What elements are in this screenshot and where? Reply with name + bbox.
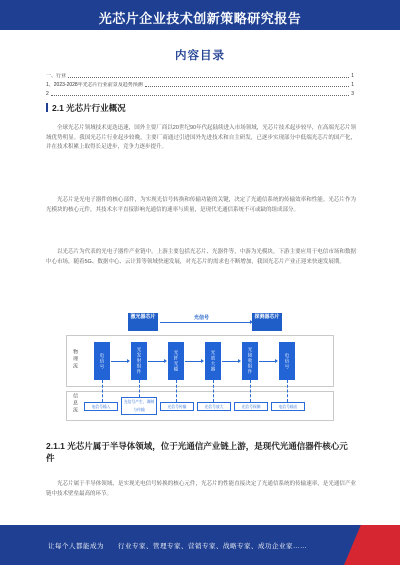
flow-stage: 光发射组件 xyxy=(131,342,147,380)
heading-accent xyxy=(46,103,48,112)
detector-chip-box: 探测器芯片 xyxy=(252,313,282,331)
flow-connector xyxy=(176,380,177,402)
section-heading: 2.1 光芯片行业概况 xyxy=(46,102,126,114)
flow-stage: 电信号 xyxy=(279,342,295,380)
info-step: 光信号探测 xyxy=(234,402,268,411)
light-signal-label: 光信号 xyxy=(194,315,210,321)
toc-item[interactable] xyxy=(46,82,354,89)
flow-connector xyxy=(213,380,214,402)
flow-arrow xyxy=(222,361,238,362)
flow-arrow xyxy=(259,361,275,362)
info-step: 电信号输入 xyxy=(84,402,118,411)
laser-chip-box: 激光器芯片 xyxy=(128,313,158,331)
flow-arrow xyxy=(111,361,127,362)
toc-item-label: 一、行业 xyxy=(46,73,67,79)
flow-stage: 电信号 xyxy=(94,342,110,380)
flow-stage: 光纤光缆 xyxy=(168,342,184,380)
flow-arrow xyxy=(185,361,201,362)
toc-leader xyxy=(68,73,349,78)
toc-leader xyxy=(145,82,350,87)
info-step: 光信号放大 xyxy=(197,402,231,411)
flow-stage: 光放大器 xyxy=(205,342,221,380)
toc-item-page: 1 xyxy=(351,82,354,88)
info-step: 电信号输出 xyxy=(271,402,305,411)
flow-arrow xyxy=(148,361,164,362)
toc-item-page: 3 xyxy=(351,91,354,97)
toc-title: 内容目录 xyxy=(175,50,225,62)
paragraph: 光芯片属于半导体领域，是实现光电信号转换的核心元件，光芯片的性能直接决定了光通信系统的传输速率，是光通信产业链中技术壁垒最高的环节。 xyxy=(46,481,356,497)
flow-diagram xyxy=(66,313,334,423)
physical-flow-label: 物理流 xyxy=(72,349,78,370)
toc-item[interactable] xyxy=(46,73,354,80)
paragraph: 以光芯片为代表的光电子器件产业链中，上游主要包括光芯片、光器件等，中游为光模块，下游主要应用于电信市场和数据中心市场，随着5G、数据中心、云计算等领域快速发展，对光芯片的需求也不断增加，我国光芯片产业正迎来快速发展期。 xyxy=(46,249,356,265)
flow-connector xyxy=(287,380,288,402)
info-flow-label: 信息流 xyxy=(72,393,78,414)
report-header xyxy=(0,0,400,30)
toc-item-label: 2 xyxy=(46,91,49,97)
flow-connector xyxy=(102,380,103,402)
toc-item[interactable] xyxy=(46,91,354,98)
toc-item-page: 1 xyxy=(351,73,354,79)
light-signal-arrow xyxy=(160,322,250,323)
paragraph: 全球光芯片领域技术更迭迅速，国外主要厂商以20世纪90年代起陆续进入市场领域，光芯片技术起步较早，在高端光芯片领域优势明显。我国光芯片行业起步较晚，主要厂商通过引进国外先进技术和自主研发，已逐步实现部分中低端光芯片的国产化，并在技术积累上取得长足进步，竞争力逐步提升。 xyxy=(46,125,356,150)
footer-slogan: 让每个人都能成为 行业专家、管理专家、营销专家、战略专家、成功企业家…… xyxy=(48,543,307,550)
toc-item-label: 1、2023-2028年光芯片行业前景及趋势预测 xyxy=(46,82,143,88)
info-step: 光信号传输 xyxy=(160,402,194,411)
toc-leader xyxy=(51,91,349,96)
report-title: 光芯片企业技术创新策略研究报告 xyxy=(98,11,302,26)
footer-accent xyxy=(344,525,400,565)
info-step: 光信号产生、调制与传输 xyxy=(121,397,157,415)
paragraph: 光芯片是光电子器件的核心部件，为实现光信号转换和传输功能的关键，决定了光通信系统的传输效率和性能。光芯片作为光模块的核心元件，其技术水平直接影响光通信的速率与质量，是现代光通信系统不可或缺的组成部分。 xyxy=(46,197,356,213)
flow-connector xyxy=(250,380,251,402)
page-footer xyxy=(0,525,400,565)
subsection-heading: 2.1.1 光芯片属于半导体领域，位于光通信产业链上游，是现代光通信器件核心元件 xyxy=(46,441,348,463)
flow-stage: 光接收组件 xyxy=(242,342,258,380)
